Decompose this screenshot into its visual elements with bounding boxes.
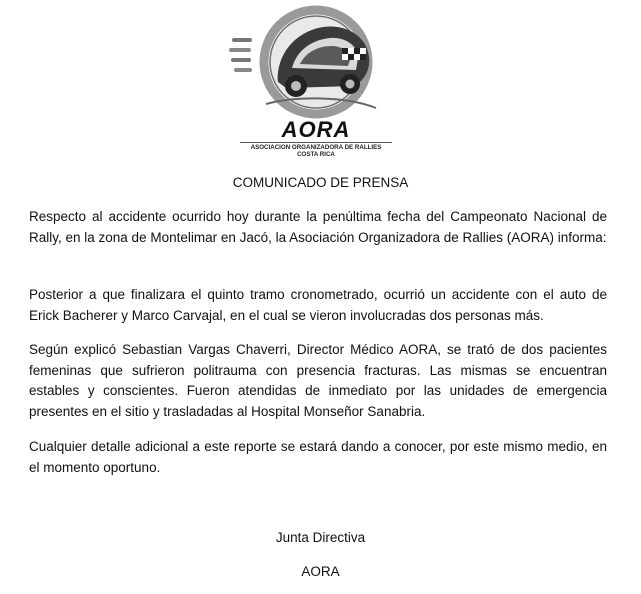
logo-divider: [240, 142, 392, 143]
paragraph-intro: Respecto al accidente ocurrido hoy durante la penúltima fecha del Campeonato Nacional de Rally, en la zona de Montelimar en Jacó, la Asociación Organizadora de Rallies (AORA) informa:: [29, 209, 607, 245]
signature-board: Junta Directiva: [275, 530, 366, 545]
paragraph-medical-report: Según explicó Sebastian Vargas Chaverri, Director Médico AORA, se trató de dos pacientes femeninas que sufrieron politrauma con presencia fracturas. Las mismas se encuentran estables y conscientes. Fueron atendidas de inmediato por las unidades de emergencia presentes en el sitio y trasladadas al Hospital Monseñor Sanabria.: [29, 342, 607, 419]
paragraph-closing: Cualquier detalle adicional a este reporte se estará dando a conocer, por este mismo medio, en el momento oportuno.: [29, 439, 607, 475]
rally-car-emblem-icon: [226, 4, 406, 122]
signature-organization: AORA: [301, 564, 340, 579]
logo-subtitle-organization: ASOCIACION ORGANIZADORA DE RALLIES: [250, 144, 382, 151]
logo-subtitle-country: COSTA RICA: [297, 151, 335, 158]
logo-wordmark: AORA: [281, 117, 351, 142]
document-title: COMUNICADO DE PRENSA: [232, 175, 409, 190]
paragraph-accident: Posterior a que finalizara el quinto tramo cronometrado, ocurrió un accidente con el auto de Erick Bacherer y Marco Carvajal, en el cual se vieron involucradas dos personas más.: [29, 287, 607, 323]
aora-logo: [226, 4, 406, 160]
